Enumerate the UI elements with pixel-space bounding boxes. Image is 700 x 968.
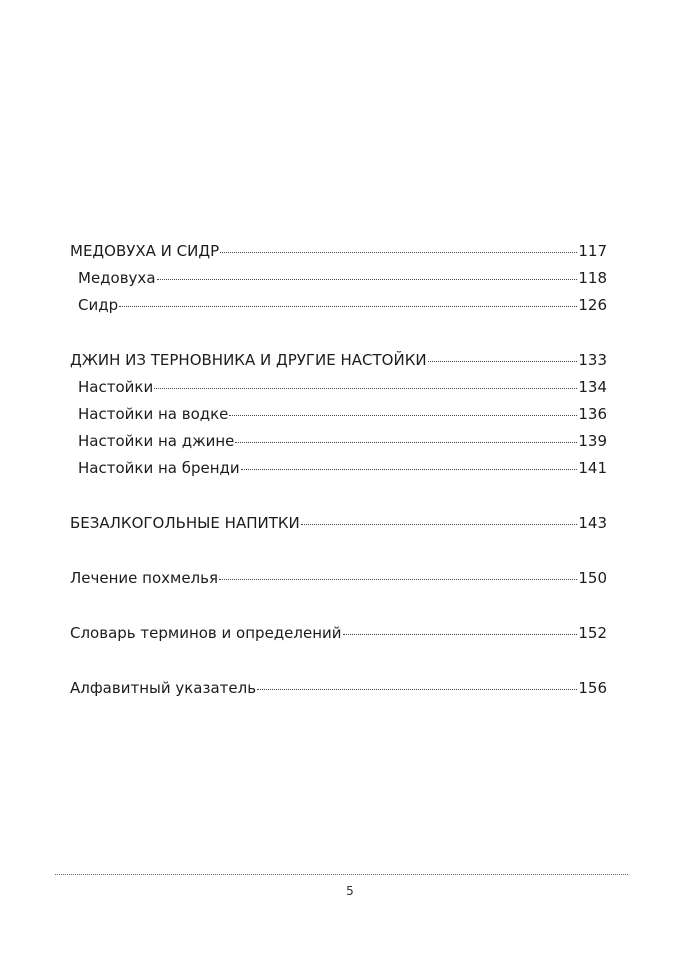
toc-section-index[interactable] [70,675,607,702]
toc-entry-title: Настойки на водке [78,405,229,423]
toc-page-number: 134 [578,378,607,396]
toc-entry-vodka-infusions[interactable] [70,401,607,428]
dot-leader [157,279,578,280]
toc-page-number: 133 [578,351,607,369]
toc-page-number: 117 [578,242,607,260]
toc-section-soft-drinks[interactable] [70,510,607,537]
toc-entry-infusions[interactable] [70,374,607,401]
footer-dotted-rule [55,874,628,875]
toc-section-sloe-gin[interactable] [70,347,607,374]
toc-entry-mead[interactable] [70,265,607,292]
dot-leader [119,306,577,307]
toc-entry-cider[interactable] [70,292,607,319]
toc-entry-title: Настойки [78,378,154,396]
toc-page-number: 118 [578,269,607,287]
dot-leader [301,524,578,525]
dot-leader [219,579,577,580]
toc-page-number: 150 [578,569,607,587]
toc-page-number: 126 [578,296,607,314]
dot-leader [428,361,578,362]
dot-leader [343,634,578,635]
dot-leader [220,252,577,253]
toc-entry-brandy-infusions[interactable] [70,455,607,482]
toc-entry-title: Сидр [78,296,119,314]
footer-page-number: 5 [346,884,354,898]
dot-leader [235,442,577,443]
toc-entry-title: Медовуха [78,269,156,287]
dot-leader [229,415,577,416]
toc-section-title: МЕДОВУХА И СИДР [70,242,220,260]
toc-page-number: 152 [578,624,607,642]
toc-section-hangover-cure[interactable] [70,565,607,592]
toc-entry-gin-infusions[interactable] [70,428,607,455]
toc-entry-title: Настойки на бренди [78,459,240,477]
toc-section-glossary[interactable] [70,620,607,647]
toc-section-title: БЕЗАЛКОГОЛЬНЫЕ НАПИТКИ [70,514,300,532]
toc-section-mead-cider[interactable] [70,238,607,265]
toc-page-number: 156 [578,679,607,697]
toc-section-title: ДЖИН ИЗ ТЕРНОВНИКА И ДРУГИЕ НАСТОЙКИ [70,351,427,369]
toc-section-title: Алфавитный указатель [70,679,257,697]
dot-leader [154,388,577,389]
dot-leader [241,469,578,470]
toc-page-number: 141 [578,459,607,477]
toc-section-title: Словарь терминов и определений [70,624,342,642]
toc-entry-title: Настойки на джине [78,432,235,450]
toc-page-number: 136 [578,405,607,423]
table-of-contents [70,238,607,702]
toc-section-title: Лечение похмелья [70,569,219,587]
toc-page-number: 143 [578,514,607,532]
toc-page-number: 139 [578,432,607,450]
dot-leader [257,689,577,690]
